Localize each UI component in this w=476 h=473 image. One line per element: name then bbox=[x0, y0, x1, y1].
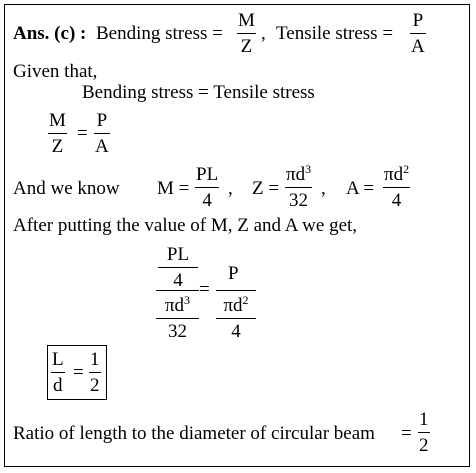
comma: , bbox=[321, 178, 326, 199]
equals-sign: = bbox=[199, 279, 210, 300]
fraction-bar bbox=[51, 372, 65, 373]
big-outer-num-den: 4 bbox=[173, 270, 183, 291]
outer-num-fraction bbox=[158, 244, 198, 292]
big-outer-den-num bbox=[156, 295, 199, 317]
ratio-text: Ratio of length to the diameter of circular beam bbox=[13, 423, 375, 444]
equals-sign: = bbox=[77, 123, 88, 144]
eq1-lhs-num: M bbox=[49, 110, 66, 131]
fraction-bar bbox=[94, 133, 110, 134]
comma: , bbox=[228, 178, 233, 199]
tensile-num: P bbox=[412, 10, 424, 31]
bending-stress-fraction bbox=[237, 10, 256, 58]
big-outer-den-den: 32 bbox=[168, 321, 187, 342]
result-lhs-num: L bbox=[52, 349, 64, 370]
big-rhs-num: P bbox=[228, 263, 239, 284]
big-outer-num-num: PL bbox=[166, 244, 190, 265]
big-rhs-den-num bbox=[216, 295, 256, 317]
equals-sign: = bbox=[73, 362, 84, 383]
m-over-z-fraction bbox=[48, 110, 67, 158]
main-fraction-bar bbox=[156, 290, 199, 291]
big-rhs-den-num-exp: 2 bbox=[242, 293, 249, 307]
answer-label: Ans. (c) : bbox=[13, 23, 87, 44]
tensile-stress-label: Tensile stress = bbox=[276, 23, 394, 44]
rhs-fraction-bar bbox=[216, 290, 256, 291]
fraction-bar bbox=[158, 267, 198, 268]
z-num-exp: 3 bbox=[305, 162, 312, 176]
a-num-exp: 2 bbox=[403, 162, 410, 176]
fraction-bar bbox=[48, 133, 67, 134]
tensile-den: A bbox=[411, 36, 425, 57]
z-num-base: πd bbox=[286, 164, 306, 185]
outer-den-fraction bbox=[156, 295, 199, 343]
fraction-bar bbox=[237, 33, 256, 34]
ratio-den: 2 bbox=[419, 435, 429, 456]
equality-text: Bending stress = Tensile stress bbox=[82, 82, 315, 103]
bending-den: Z bbox=[240, 36, 253, 57]
result-lhs-den: d bbox=[53, 375, 63, 396]
rhs-den-fraction bbox=[216, 295, 256, 343]
a-num bbox=[383, 164, 410, 186]
p-over-a-fraction bbox=[94, 110, 110, 158]
fraction-bar bbox=[216, 318, 256, 319]
big-rhs-den-num-base: πd bbox=[223, 295, 243, 316]
a-fraction bbox=[383, 164, 410, 212]
m-den: 4 bbox=[202, 190, 212, 211]
and-we-know-text: And we know bbox=[13, 178, 120, 199]
big-rhs-den-den: 4 bbox=[231, 321, 241, 342]
fraction-bar bbox=[383, 187, 410, 188]
fraction-bar bbox=[285, 187, 312, 188]
big-outer-den-num-exp: 3 bbox=[184, 293, 191, 307]
eq1-rhs-den: A bbox=[95, 136, 109, 157]
ratio-num: 1 bbox=[419, 409, 429, 430]
z-fraction bbox=[285, 164, 312, 212]
z-den: 32 bbox=[289, 190, 309, 211]
fraction-bar bbox=[89, 372, 101, 373]
l-over-d-fraction bbox=[51, 349, 65, 397]
eq1-rhs-num: P bbox=[96, 110, 108, 131]
ratio-fraction bbox=[418, 409, 430, 457]
after-putting-text: After putting the value of M, Z and A we get, bbox=[13, 215, 358, 236]
m-equals: M = bbox=[157, 178, 190, 199]
tensile-stress-fraction bbox=[410, 10, 426, 58]
z-equals: Z = bbox=[252, 178, 280, 199]
given-text: Given that, bbox=[13, 61, 98, 82]
eq1-lhs-den: Z bbox=[51, 136, 64, 157]
fraction-bar bbox=[195, 187, 219, 188]
one-half-fraction bbox=[89, 349, 101, 397]
big-outer-den-num-base: πd bbox=[164, 295, 185, 316]
pl-over-4-fraction bbox=[195, 164, 219, 212]
comma: , bbox=[261, 23, 266, 44]
result-rhs-num: 1 bbox=[90, 349, 100, 370]
z-num bbox=[285, 164, 312, 186]
m-num: PL bbox=[196, 164, 219, 185]
bending-num: M bbox=[238, 10, 255, 31]
result-rhs-den: 2 bbox=[90, 375, 100, 396]
a-equals: A = bbox=[346, 178, 375, 199]
fraction-bar bbox=[410, 33, 426, 34]
a-num-base: πd bbox=[384, 164, 404, 185]
equals-sign: = bbox=[401, 423, 412, 444]
fraction-bar bbox=[418, 432, 430, 433]
a-den: 4 bbox=[391, 190, 402, 211]
bending-stress-label: Bending stress = bbox=[96, 23, 223, 44]
fraction-bar bbox=[156, 318, 199, 319]
